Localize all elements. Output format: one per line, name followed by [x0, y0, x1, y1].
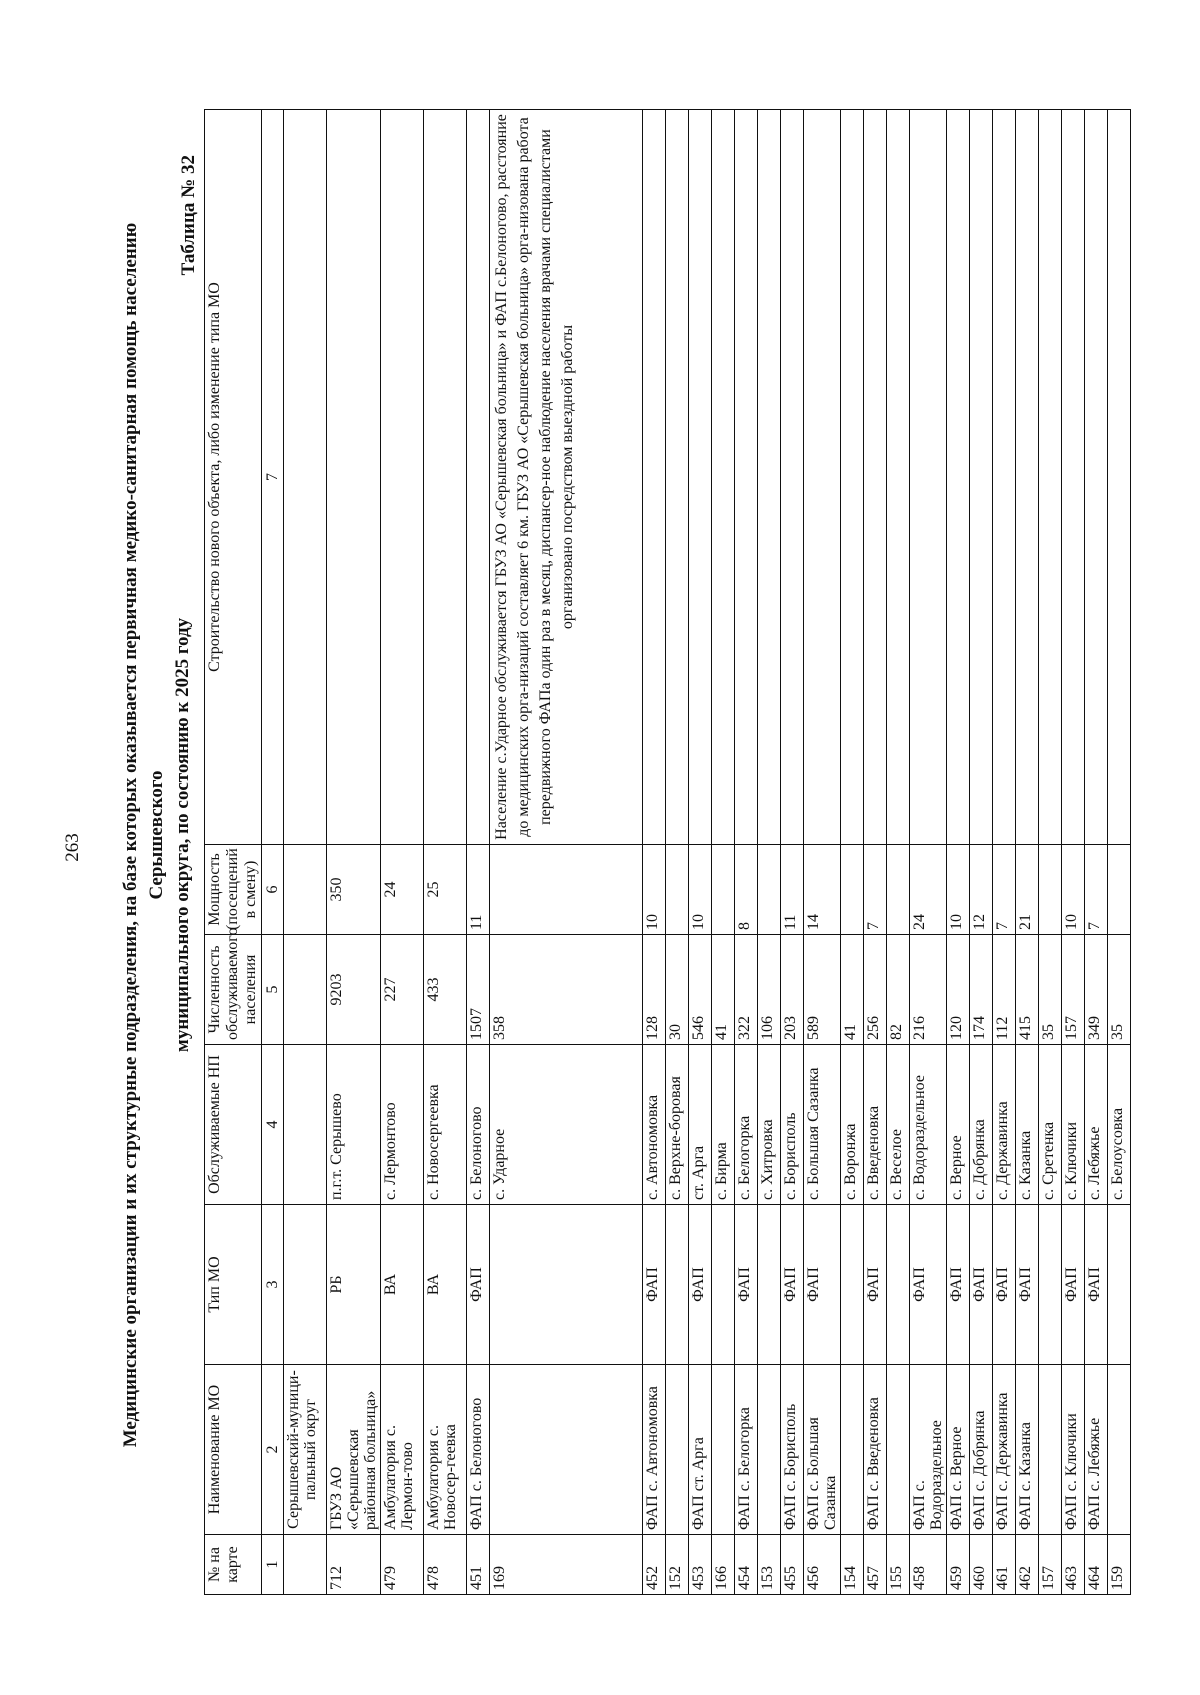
- cell-map-number: 153: [758, 1535, 781, 1595]
- cell-map-number: 457: [864, 1535, 887, 1595]
- cell-map-number: 166: [712, 1535, 735, 1595]
- table-label: Таблица № 32: [178, 155, 199, 276]
- cell-construction-note: [1039, 110, 1062, 845]
- cell-construction-note: [993, 110, 1016, 845]
- cell-capacity: 11: [467, 845, 490, 935]
- cell-settlement: с. Ударное: [490, 1045, 643, 1205]
- cell-population: 9203: [327, 935, 381, 1045]
- index-cell: 7: [262, 110, 284, 845]
- table-row: [970, 110, 993, 1595]
- cell-population: 128: [643, 935, 666, 1045]
- cell-mo-name: [1108, 1365, 1131, 1535]
- cell-mo-name: ФАП с. Казанка: [1016, 1365, 1039, 1535]
- cell-settlement: с. Автономовка: [643, 1045, 666, 1205]
- header-mo-type: Тип МО: [205, 1205, 262, 1365]
- cell-map-number: 460: [970, 1535, 993, 1595]
- cell-mo-name: ФАП с. Державинка: [993, 1365, 1016, 1535]
- cell-mo-name: ФАП с. Ключики: [1062, 1365, 1085, 1535]
- table-row: [993, 110, 1016, 1595]
- cell-mo-type: ФАП: [1085, 1205, 1108, 1365]
- header-population: Численность обслуживаемого населения: [205, 935, 262, 1045]
- cell-capacity: 14: [804, 845, 841, 935]
- table-row: [284, 110, 327, 1595]
- cell-mo-type: ФАП: [993, 1205, 1016, 1365]
- cell-construction-note: [970, 110, 993, 845]
- cell-mo-type: ФАП: [643, 1205, 666, 1365]
- cell-mo-type: ФАП: [804, 1205, 841, 1365]
- cell-population: 41: [712, 935, 735, 1045]
- cell-mo-name: [841, 1365, 864, 1535]
- cell-mo-type: ФАП: [1062, 1205, 1085, 1365]
- cell-map-number: 459: [947, 1535, 970, 1595]
- cell-population: 256: [864, 935, 887, 1045]
- cell-population: 35: [1039, 935, 1062, 1045]
- cell-mo-type: ФАП: [864, 1205, 887, 1365]
- cell-settlement: ст. Арга: [689, 1045, 712, 1205]
- cell-construction-note: [781, 110, 804, 845]
- cell-mo-type: ФАП: [970, 1205, 993, 1365]
- cell-population: 216: [910, 935, 947, 1045]
- cell-mo-name: ФАП с. Добрянка: [970, 1365, 993, 1535]
- table-row: [467, 110, 490, 1595]
- cell-construction-note: [689, 110, 712, 845]
- page-number: 263: [62, 833, 83, 862]
- cell-population: 41: [841, 935, 864, 1045]
- cell-mo-name: ФАП с. Автономовка: [643, 1365, 666, 1535]
- header-construction: Строительство нового объекта, либо изменение типа МО: [205, 110, 262, 845]
- cell-map-number: 458: [910, 1535, 947, 1595]
- table-body: [262, 110, 1131, 1595]
- cell-mo-type: ФАП: [689, 1205, 712, 1365]
- cell-map-number: 154: [841, 1535, 864, 1595]
- table-row: [712, 110, 735, 1595]
- cell-capacity: 12: [970, 845, 993, 935]
- cell-mo-type: ФАП: [947, 1205, 970, 1365]
- cell-capacity: 350: [327, 845, 381, 935]
- cell-map-number: 478: [424, 1535, 467, 1595]
- table-row: [1108, 110, 1131, 1595]
- cell-mo-type: [841, 1205, 864, 1365]
- cell-population: 433: [424, 935, 467, 1045]
- cell-capacity: 11: [781, 845, 804, 935]
- cell-map-number: 464: [1085, 1535, 1108, 1595]
- cell-population: 203: [781, 935, 804, 1045]
- cell-settlement: с. Новосергеевка: [424, 1045, 467, 1205]
- cell-population: 82: [887, 935, 910, 1045]
- cell-capacity: [758, 845, 781, 935]
- cell-map-number: 712: [327, 1535, 381, 1595]
- cell-construction-note: [758, 110, 781, 845]
- cell-settlement: с. Белогорка: [735, 1045, 758, 1205]
- cell-population: 106: [758, 935, 781, 1045]
- cell-settlement: с. Лермонтово: [381, 1045, 424, 1205]
- table-row: [689, 110, 712, 1595]
- table-row: [781, 110, 804, 1595]
- column-index-row: [262, 110, 284, 1595]
- cell-construction-note: [1062, 110, 1085, 845]
- cell-capacity: 7: [864, 845, 887, 935]
- cell-capacity: 10: [689, 845, 712, 935]
- cell-population: [284, 935, 327, 1045]
- cell-population: 120: [947, 935, 970, 1045]
- cell-mo-name: ФАП с. Водораздельное: [910, 1365, 947, 1535]
- cell-settlement: с. Воронжа: [841, 1045, 864, 1205]
- cell-map-number: 169: [490, 1535, 643, 1595]
- cell-capacity: [284, 845, 327, 935]
- cell-population: 358: [490, 935, 643, 1045]
- cell-capacity: 24: [381, 845, 424, 935]
- cell-mo-name: [490, 1365, 643, 1535]
- cell-capacity: [490, 845, 643, 935]
- table-row: [887, 110, 910, 1595]
- cell-mo-type: ВА: [381, 1205, 424, 1365]
- cell-population: 227: [381, 935, 424, 1045]
- cell-capacity: [666, 845, 689, 935]
- cell-mo-name: [887, 1365, 910, 1535]
- table-row: [864, 110, 887, 1595]
- cell-mo-type: ФАП: [735, 1205, 758, 1365]
- cell-mo-name: ФАП с. Введеновка: [864, 1365, 887, 1535]
- table-row: [910, 110, 947, 1595]
- cell-construction-note: [712, 110, 735, 845]
- title-line-2: муниципального округа, по состоянию к 2025 году: [172, 617, 193, 1053]
- table-row: [490, 110, 643, 1595]
- index-cell: 1: [262, 1535, 284, 1595]
- cell-settlement: с. Хитровка: [758, 1045, 781, 1205]
- cell-mo-type: [712, 1205, 735, 1365]
- cell-construction-note: [467, 110, 490, 845]
- header-served-settlements: Обслуживаемые НП: [205, 1045, 262, 1205]
- cell-mo-type: [1108, 1205, 1131, 1365]
- cell-population: 415: [1016, 935, 1039, 1045]
- cell-settlement: с. Сретенка: [1039, 1045, 1062, 1205]
- cell-mo-name: ГБУЗ АО «Серышевская районная больница»: [327, 1365, 381, 1535]
- cell-mo-name: Серышевский-муници-пальный округ: [284, 1365, 327, 1535]
- cell-construction-note: [1108, 110, 1131, 845]
- cell-map-number: 462: [1016, 1535, 1039, 1595]
- cell-mo-name: ФАП с. Лебяжье: [1085, 1365, 1108, 1535]
- cell-population: 35: [1108, 935, 1131, 1045]
- cell-settlement: с. Белоусовка: [1108, 1045, 1131, 1205]
- cell-construction-note: [841, 110, 864, 845]
- cell-capacity: [1108, 845, 1131, 935]
- cell-construction-note: [804, 110, 841, 845]
- cell-capacity: 8: [735, 845, 758, 935]
- table-row: [947, 110, 970, 1595]
- cell-settlement: с. Введеновка: [864, 1045, 887, 1205]
- index-cell: 2: [262, 1365, 284, 1535]
- cell-capacity: 25: [424, 845, 467, 935]
- cell-capacity: 10: [1062, 845, 1085, 935]
- table-row: [643, 110, 666, 1595]
- cell-mo-type: [887, 1205, 910, 1365]
- cell-settlement: с. Борисполь: [781, 1045, 804, 1205]
- cell-population: 174: [970, 935, 993, 1045]
- table-row: [327, 110, 381, 1595]
- table-row: [424, 110, 467, 1595]
- cell-map-number: 455: [781, 1535, 804, 1595]
- cell-settlement: п.г.т. Серышево: [327, 1045, 381, 1205]
- cell-mo-type: ФАП: [781, 1205, 804, 1365]
- cell-population: 30: [666, 935, 689, 1045]
- cell-population: 349: [1085, 935, 1108, 1045]
- cell-construction-note: [1085, 110, 1108, 845]
- cell-map-number: 454: [735, 1535, 758, 1595]
- table-row: [666, 110, 689, 1595]
- cell-construction-note: [947, 110, 970, 845]
- cell-population: 546: [689, 935, 712, 1045]
- cell-mo-type: [666, 1205, 689, 1365]
- cell-mo-type: [758, 1205, 781, 1365]
- cell-settlement: с. Лебяжье: [1085, 1045, 1108, 1205]
- header-capacity: Мощность (посещений в смену): [205, 845, 262, 935]
- cell-mo-type: [284, 1205, 327, 1365]
- cell-capacity: [712, 845, 735, 935]
- cell-map-number: 451: [467, 1535, 490, 1595]
- cell-capacity: [841, 845, 864, 935]
- cell-mo-name: ФАП ст. Арга: [689, 1365, 712, 1535]
- cell-construction-note: [284, 110, 327, 845]
- cell-construction-note: [735, 110, 758, 845]
- cell-map-number: 461: [993, 1535, 1016, 1595]
- cell-mo-type: ВА: [424, 1205, 467, 1365]
- cell-population: 589: [804, 935, 841, 1045]
- cell-mo-type: РБ: [327, 1205, 381, 1365]
- table-row: [735, 110, 758, 1595]
- cell-construction-note: [643, 110, 666, 845]
- cell-construction-note: [666, 110, 689, 845]
- cell-map-number: 463: [1062, 1535, 1085, 1595]
- cell-map-number: 155: [887, 1535, 910, 1595]
- table-row: [381, 110, 424, 1595]
- cell-map-number: 453: [689, 1535, 712, 1595]
- cell-mo-type: ФАП: [1016, 1205, 1039, 1365]
- cell-settlement: с. Добрянка: [970, 1045, 993, 1205]
- cell-settlement: с. Верхне-боровая: [666, 1045, 689, 1205]
- cell-mo-name: Амбулатория с. Новосер-геевка: [424, 1365, 467, 1535]
- cell-mo-name: [758, 1365, 781, 1535]
- cell-construction-note: [1016, 110, 1039, 845]
- cell-construction-note: [887, 110, 910, 845]
- cell-construction-note: Население с.Ударное обслуживается ГБУЗ АО «Серышевская больница» и ФАП с.Белоногово, расстояние до медицинских орга-низаций составляет 6 км. ГБУЗ АО «Серышевская больница» орга-низована работа передвижного ФАПа один раз в месяц, диспансер-ное наблюдение населения врачами специалистами организовано посредством выездной работы: [490, 110, 643, 845]
- cell-mo-type: [1039, 1205, 1062, 1365]
- cell-construction-note: [864, 110, 887, 845]
- cell-construction-note: [424, 110, 467, 845]
- cell-settlement: с. Казанка: [1016, 1045, 1039, 1205]
- cell-capacity: 21: [1016, 845, 1039, 935]
- cell-population: 1507: [467, 935, 490, 1045]
- cell-map-number: 456: [804, 1535, 841, 1595]
- header-mo-name: Наименование МО: [205, 1365, 262, 1535]
- cell-mo-name: ФАП с. Белогорка: [735, 1365, 758, 1535]
- cell-map-number: 157: [1039, 1535, 1062, 1595]
- cell-population: 157: [1062, 935, 1085, 1045]
- index-cell: 5: [262, 935, 284, 1045]
- cell-map-number: 159: [1108, 1535, 1131, 1595]
- table-row: [1085, 110, 1108, 1595]
- cell-mo-type: [490, 1205, 643, 1365]
- cell-capacity: [1039, 845, 1062, 935]
- table-row: [804, 110, 841, 1595]
- cell-capacity: 7: [993, 845, 1016, 935]
- cell-map-number: [284, 1535, 327, 1595]
- cell-settlement: с. Большая Сазанка: [804, 1045, 841, 1205]
- table-row: [1062, 110, 1085, 1595]
- cell-map-number: 452: [643, 1535, 666, 1595]
- cell-capacity: 24: [910, 845, 947, 935]
- table-row: [1016, 110, 1039, 1595]
- cell-mo-name: ФАП с. Верное: [947, 1365, 970, 1535]
- cell-population: 112: [993, 935, 1016, 1045]
- cell-settlement: с. Верное: [947, 1045, 970, 1205]
- cell-settlement: с. Державинка: [993, 1045, 1016, 1205]
- index-cell: 4: [262, 1045, 284, 1205]
- cell-mo-name: [712, 1365, 735, 1535]
- cell-settlement: с. Белоногово: [467, 1045, 490, 1205]
- cell-mo-name: [666, 1365, 689, 1535]
- table-row: [841, 110, 864, 1595]
- cell-capacity: 10: [643, 845, 666, 935]
- cell-mo-type: ФАП: [910, 1205, 947, 1365]
- cell-capacity: [887, 845, 910, 935]
- document-title: [118, 185, 196, 1485]
- cell-mo-name: Амбулатория с. Лермон-тово: [381, 1365, 424, 1535]
- cell-settlement: с. Ключики: [1062, 1045, 1085, 1205]
- cell-settlement: с. Бирма: [712, 1045, 735, 1205]
- medical-organizations-table: [204, 109, 1131, 1595]
- cell-settlement: с. Водораздельное: [910, 1045, 947, 1205]
- cell-settlement: [284, 1045, 327, 1205]
- cell-mo-name: ФАП с. Борисполь: [781, 1365, 804, 1535]
- cell-construction-note: [327, 110, 381, 845]
- index-cell: 3: [262, 1205, 284, 1365]
- title-line-1: Медицинские организации и их структурные подразделения, на базе которых оказывается первичная медико-санитарная помощь населению Серышевского: [120, 222, 167, 1448]
- cell-settlement: с. Веселое: [887, 1045, 910, 1205]
- cell-map-number: 479: [381, 1535, 424, 1595]
- table-row: [758, 110, 781, 1595]
- cell-construction-note: [910, 110, 947, 845]
- cell-mo-type: ФАП: [467, 1205, 490, 1365]
- cell-construction-note: [381, 110, 424, 845]
- cell-capacity: 10: [947, 845, 970, 935]
- cell-mo-name: ФАП с. Большая Сазанка: [804, 1365, 841, 1535]
- cell-capacity: 7: [1085, 845, 1108, 935]
- header-map-number: № на карте: [205, 1535, 262, 1595]
- index-cell: 6: [262, 845, 284, 935]
- cell-mo-name: ФАП с. Белоногово: [467, 1365, 490, 1535]
- cell-map-number: 152: [666, 1535, 689, 1595]
- table-row: [1039, 110, 1062, 1595]
- cell-population: 322: [735, 935, 758, 1045]
- header-row: [205, 110, 262, 1595]
- cell-mo-name: [1039, 1365, 1062, 1535]
